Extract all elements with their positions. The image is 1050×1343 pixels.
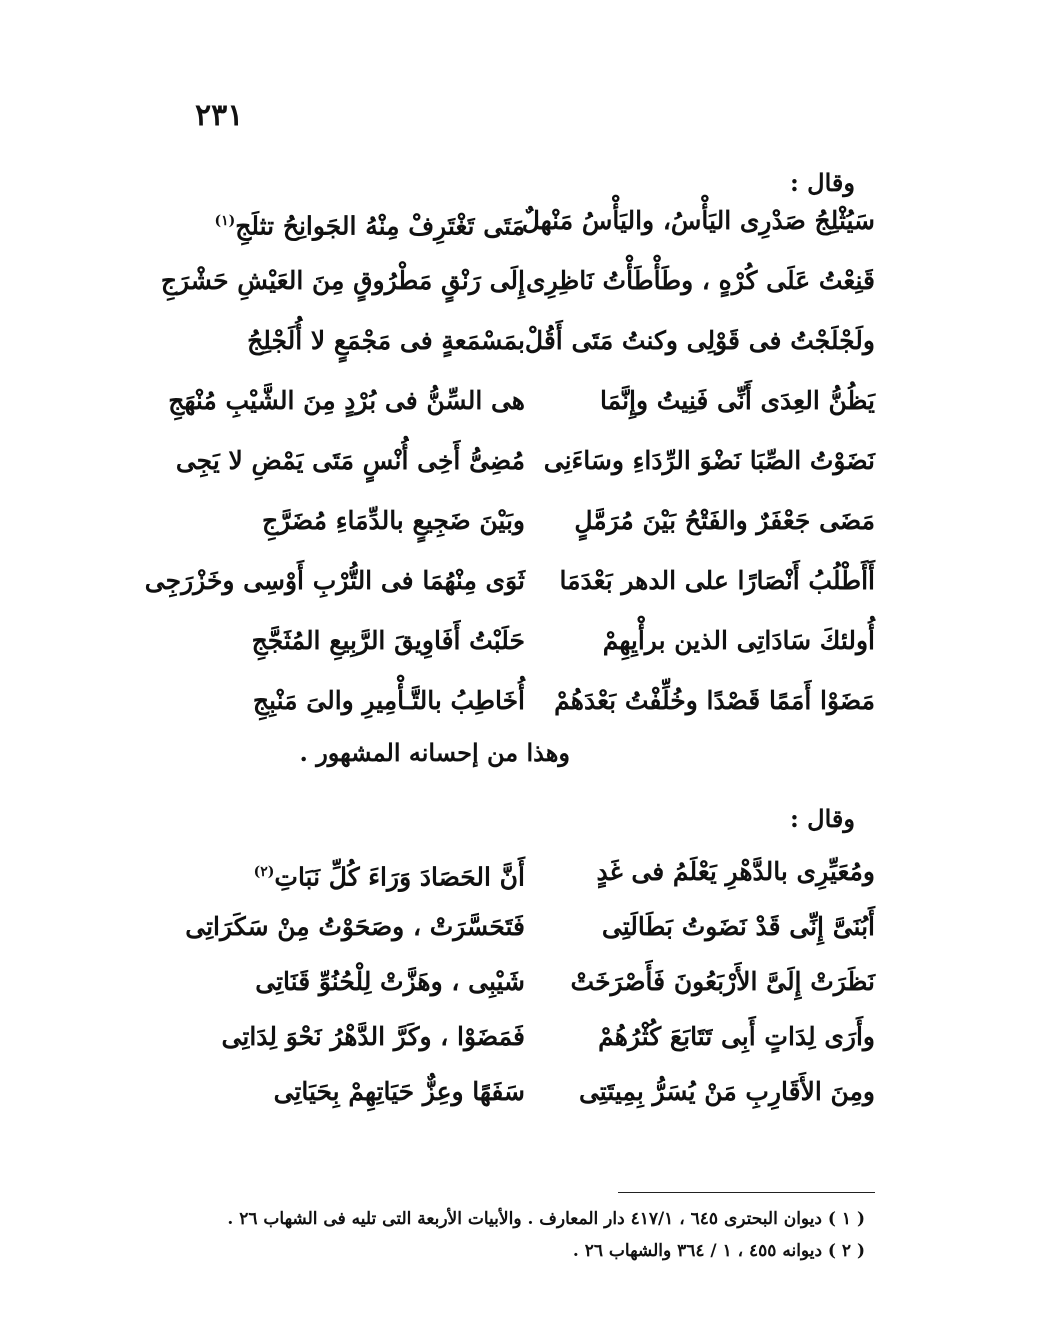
verse-first-hemistich: مَضَى جَعْفَرٌ والفَتْحُ بَيْنَ مُرَمَّلٍ bbox=[574, 506, 875, 535]
verse-row bbox=[175, 446, 875, 506]
footnote-1: ( ١ ) ديوان البحترى ٦٤٥ ، ٤١٧/١ دار المعارف . والأبيات الأربعة التى تليه فى الشهاب ٢٦ . bbox=[227, 1209, 865, 1229]
verse-second-hemistich: أَنَّ الحَصَادَ وَرَاءَ كُلِّ نَبَاتِ$^{(٢)}$ bbox=[253, 862, 525, 892]
verse-second-hemistich: مُضِىُّ أَخِى أُنْسٍ مَتَى يَمْضِ لا يَجِى bbox=[175, 446, 525, 475]
verse-row bbox=[168, 386, 875, 446]
verse-first-hemistich: وأَرَى لِدَاتٍ أَبِى تَتَابَعَ كُثْرُهُمْ bbox=[598, 1022, 875, 1051]
section-1-intro: وقال : bbox=[789, 168, 855, 197]
verse-first-hemistich: قَنِعْتُ عَلَى كُرْهٍ ، وطَأْطَأْتُ نَاظِرِى bbox=[526, 266, 875, 295]
verse-second-hemistich: حَلَبْتُ أَفَاوِيقَ الرَّبِيعِ المُثَجَّجِ bbox=[251, 626, 525, 655]
poem-section-1 bbox=[144, 206, 875, 746]
verse-first-hemistich: أَأَطْلُبُ أَنْصَارًا على الدهر بَعْدَمَا bbox=[559, 566, 875, 595]
footnote-2: ( ٢ ) ديوانه ٤٥٥ ، ١ / ٣٦٤ والشهاب ٢٦ . bbox=[572, 1241, 865, 1261]
footnotes bbox=[165, 1203, 865, 1267]
verse-row bbox=[144, 566, 875, 626]
commentary-remark: وهذا من إحسانه المشهور . bbox=[299, 738, 570, 767]
footnote-marker: (٢) bbox=[253, 864, 275, 880]
footnote-marker: (١) bbox=[214, 213, 236, 229]
verse-first-hemistich: نَضَوْتُ الصِّبَا نَضْوَ الرِّدَاءِ وسَاءَنِى bbox=[543, 446, 875, 475]
verse-first-hemistich: ومِنَ الأَقَارِبِ مَنْ يُسَرُّ بِمِيتَتِى bbox=[578, 1077, 875, 1106]
verse-first-hemistich: ومُعَيِّرِى بالدَّهْرِ يَعْلَمُ فى غَدٍ bbox=[596, 857, 875, 886]
verse-first-hemistich: ولَجْلَجْتُ فى قَوْلِى وكنتُ مَتَى أَقُلْ bbox=[524, 326, 875, 355]
verse-second-hemistich: فَتَحَسَّرَتْ ، وصَحَوْتُ مِنْ سَكَرَاتِى bbox=[185, 912, 525, 941]
footnote-divider bbox=[618, 1192, 875, 1193]
section-2-intro: وقال : bbox=[789, 804, 855, 833]
verse-first-hemistich: أُولئكَ سَادَاتِى الذين برأْيِهِمْ bbox=[602, 626, 875, 655]
poem-section-2 bbox=[185, 857, 875, 1132]
verse-second-hemistich: ثَوَى مِنْهُمَا فى التُّرْبِ أَوْسِى وخَزْرَجِى bbox=[144, 566, 525, 595]
verse-row bbox=[195, 857, 875, 912]
verse-row bbox=[195, 506, 875, 566]
verse-row bbox=[195, 1022, 875, 1077]
verse-second-hemistich: مَتَى تَغْتَرِفْ مِنْهُ الجَوانِحُ تثلَجِ$^{(١)}$ bbox=[214, 211, 525, 241]
verse-first-hemistich: نَظَرَتْ إِلَىَّ الأَرْبَعُونَ فَأَصْرَخَتْ bbox=[570, 967, 875, 996]
verse-second-hemistich: فَمَضَوْا ، وكَرَّ الدَّهْرُ نَحْوَ لِدَاتِى bbox=[221, 1022, 525, 1051]
verse-row bbox=[185, 912, 875, 967]
verse-first-hemistich: سَيُثْلِجُ صَدْرِى اليَأْسُ، واليَأْسُ مَنْهلٌ bbox=[521, 206, 875, 235]
verse-second-hemistich: إِلَى رَنْقٍ مَطْرُوقٍ مِنَ العَيْشِ حَشْرَجِ bbox=[160, 266, 525, 295]
verse-first-hemistich: مَضَوْا أَمَمًا قَصْدًا وخُلِّفْتُ بَعْدَهُمْ bbox=[554, 686, 875, 715]
verse-row bbox=[195, 1077, 875, 1132]
page-number: ٢٣١ bbox=[195, 98, 244, 133]
verse-row bbox=[195, 967, 875, 1022]
verse-second-hemistich: شَيْبِى ، وهَزَّتْ لِلْحُنُوِّ قَنَاتِى bbox=[255, 967, 525, 996]
verse-second-hemistich: وبَيْنَ ضَجِيعٍ بالدِّمَاءِ مُضَرَّجِ bbox=[261, 506, 525, 535]
verse-second-hemistich: أُخَاطِبُ بالتَّـأْمِيرِ والىَ مَنْبِجِ bbox=[252, 686, 525, 715]
verse-row bbox=[195, 326, 875, 386]
verse-row bbox=[160, 266, 875, 326]
verse-row bbox=[195, 686, 875, 746]
verse-row bbox=[195, 626, 875, 686]
verse-second-hemistich: بمَسْمَعةٍ فى مَجْمَعٍ لا أُلَجْلِجُ bbox=[247, 326, 525, 355]
verse-second-hemistich: هى السِّنُّ فى بُرْدٍ مِنَ الشَّيْبِ مُنْهَجِ bbox=[168, 386, 525, 415]
verse-second-hemistich: سَفَهًا وعِزٌّ حَيَاتِهِمْ بِحَيَاتِى bbox=[273, 1077, 525, 1106]
verse-row bbox=[195, 206, 875, 266]
verse-first-hemistich: أَبُنَىَّ إِنِّى قَدْ نَضَوتُ بَطَالَتِى bbox=[601, 912, 875, 941]
verse-first-hemistich: يَظُنُّ العِدَى أَنِّى فَنِيتُ وإِنَّمَا bbox=[600, 386, 875, 415]
